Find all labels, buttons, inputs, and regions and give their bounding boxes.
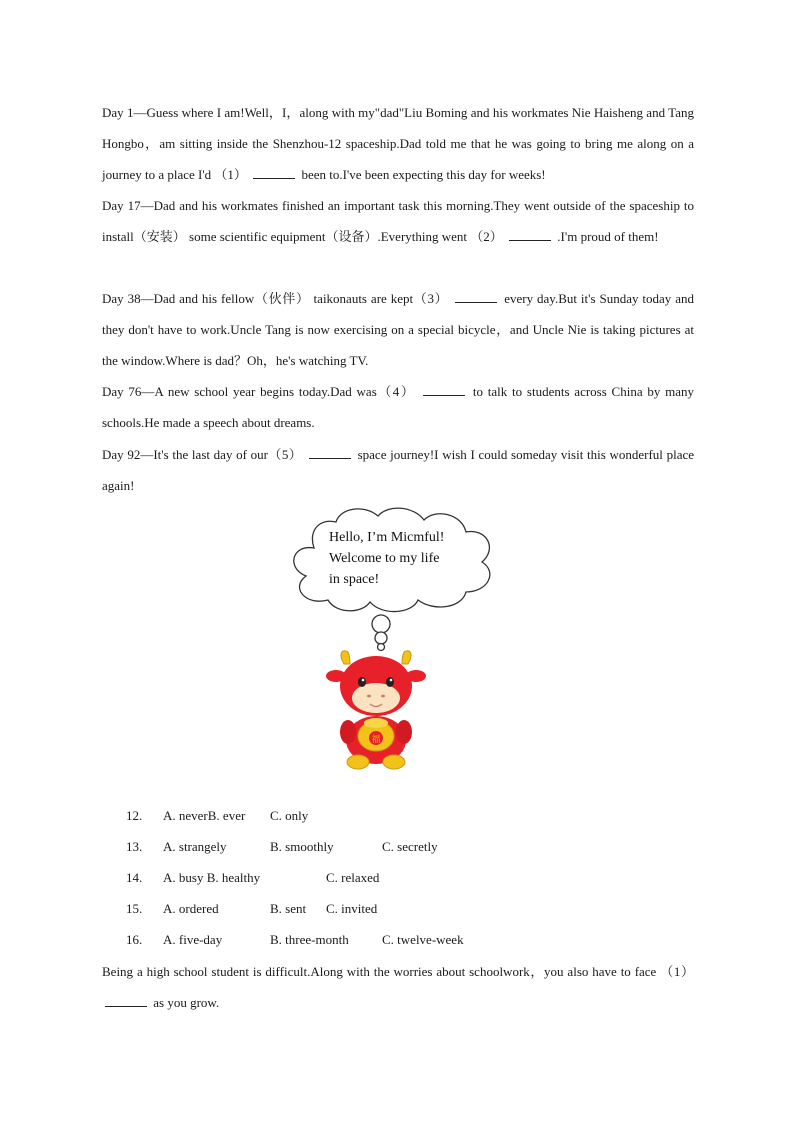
option-a: A. neverB. ever [163,808,246,823]
option-c: C. secretly [382,839,438,854]
question-number: 16. [126,932,143,947]
blank-5 [309,448,351,459]
next-passage-text: Being a high school student is difficult.Along with the worries about schoolwork，you also have to face （1） [102,964,694,979]
option-a: A. ordered [163,901,219,916]
blank-1 [253,168,295,179]
bubble-line-1: Hello, I’m Micmful! [329,530,445,545]
blank-3 [455,292,497,303]
day17-text-after: .I'm proud of them! [557,229,659,244]
passage-day1 [102,97,694,190]
option-c: C. relaxed [326,870,380,885]
option-b: B. three-month [270,932,349,947]
option-c: C. twelve-week [382,932,464,947]
question-number: 12. [126,808,143,823]
blank-2 [509,230,551,241]
day92-text: Day 92—It's the last day of our（5） [102,447,303,462]
day76-text-after: to talk to students across China by many schools.He made a speech about dreams. [102,384,695,430]
option-c: C. invited [326,901,378,916]
answer-options [126,800,686,955]
question-row [126,831,686,862]
question-row [126,893,686,924]
day1-text-after: been to.I've been expecting this day for weeks! [301,167,546,182]
option-b: B. sent [270,901,307,916]
question-number: 15. [126,901,143,916]
next-passage-text-after: as you grow. [153,995,220,1010]
question-row [126,800,686,831]
thought-bubble-text [329,527,489,590]
passage-day17 [102,190,694,252]
question-number: 13. [126,839,143,854]
question-row [126,862,686,893]
blank-4 [423,385,465,396]
option-a: A. five-day [163,932,223,947]
question-row [126,924,686,955]
day76-text: Day 76—A new school year begins today.Dad was（4） [102,384,416,399]
day92-text-after: space journey!I wish I could someday visit this wonderful place again! [102,447,695,493]
bag-badge: 福 [371,735,381,745]
day17-text: Day 17—Dad and his workmates finished an important task this morning.They went outside of the spaceship to install（安装） some scientific equipment（设备）.Everything went （2） [102,198,694,244]
passage-day38 [102,283,694,376]
day38-text-after: every day.But it's Sunday today and they don't have to work.Uncle Tang is now exercising on a special bicycle，and Uncle Nie is taking pictures at the window.Where is dad？Oh，he's watching TV. [102,291,695,368]
passage-day92 [102,439,694,501]
bubble-line-3: in space! [329,572,380,587]
bubble-line-2: Welcome to my life [329,551,440,566]
next-passage [102,956,694,1018]
ox-mascot-icon [326,651,426,769]
option-a: A. busy B. healthy [163,870,261,885]
day1-text: Day 1—Guess where I am!Well，I，along with my"dad"Liu Boming and his workmates Nie Haisheng and Tang Hongbo，am sitting inside the Shenzhou-12 spaceship.Dad told me that he was going to bring me along on a journey to a place I'd （1） [102,105,694,182]
day38-text: Day 38—Dad and his fellow（伙伴） taikonauts are kept（3） [102,291,449,306]
option-b: B. smoothly [270,839,334,854]
passage-day76 [102,376,694,438]
question-number: 14. [126,870,143,885]
option-a: A. strangely [163,839,227,854]
blank-next-1 [105,996,147,1007]
option-c: C. only [270,808,309,823]
